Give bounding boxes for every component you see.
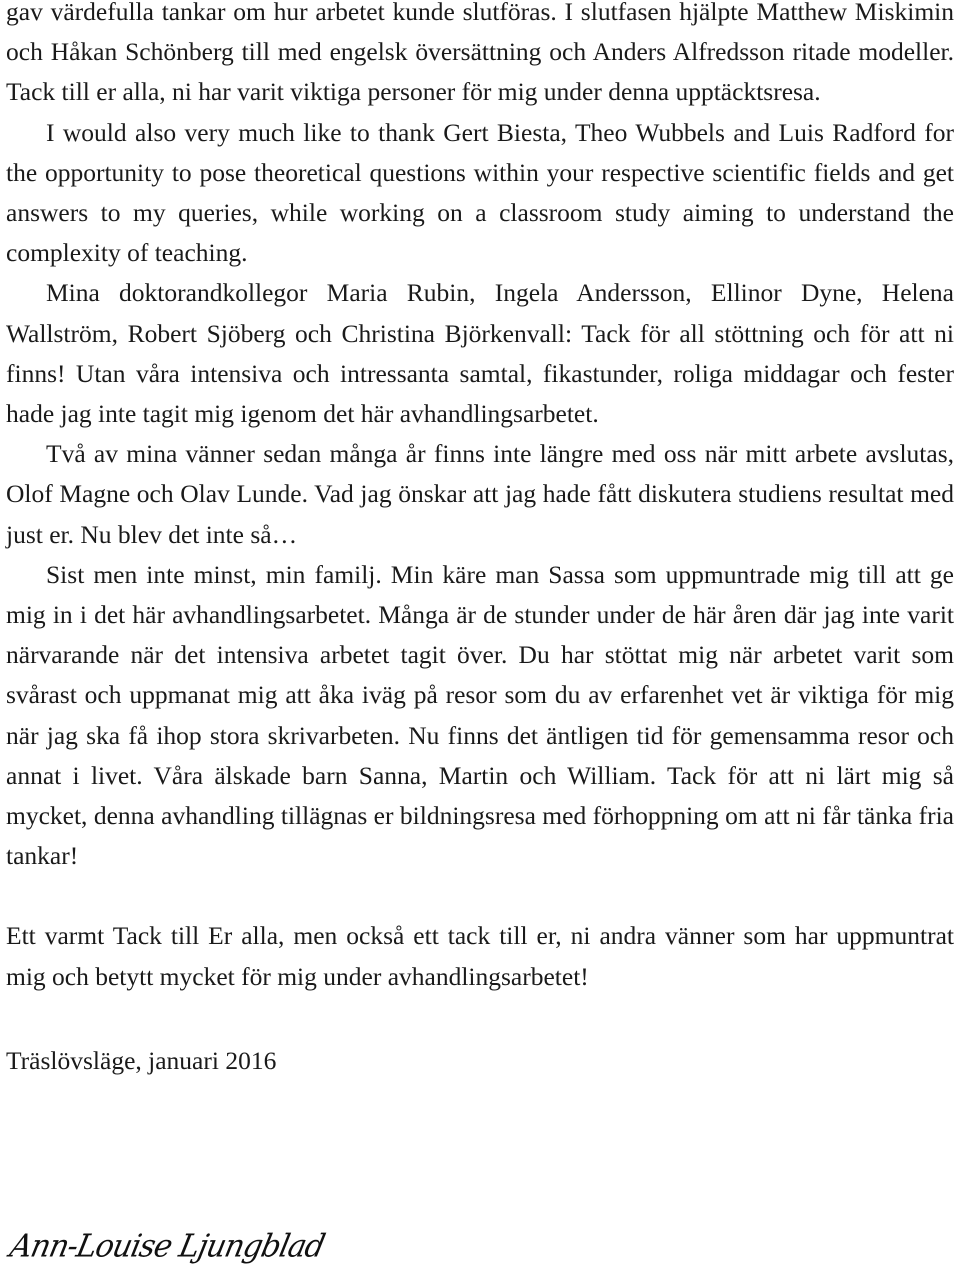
paragraph-family: Sist men inte minst, min familj. Min käre man Sassa som uppmuntrade mig till att ge mig in i det här avhandlingsarbetet. Många är de stunder under de här åren där jag inte varit närvarande när det intensiva arbetet tagit över. Du har stöttat mig när arbetet varit som svårast och uppmanat mig att åka iväg på resor som du av erfarenhet vet är viktiga för mig när jag ska få ihop stora skrivarbeten. Nu finns det äntligen tid för gemensamma resor och annat i livet. Våra älskade barn Sanna, Martin och William. Tack för att ni lärt mig så mycket, denna avhandling tillägnas er bildningsresa med förhoppning om att ni får tänka fria tankar!: [6, 559, 954, 871]
paragraph-english-thanks: I would also very much like to thank Gert Biesta, Theo Wubbels and Luis Radford for the opportunity to pose theoretical questions within your respective scientific fields and get answers to my queries, while working on a classroom study aiming to understand the complexity of teaching.: [6, 117, 954, 268]
signature-text: Ann-Louise Ljungblad: [6, 1228, 328, 1265]
handwritten-signature: [6, 1228, 328, 1278]
closing-thanks: Ett varmt Tack till Er alla, men också ett tack till er, ni andra vänner som har uppmuntrat mig och betytt mycket för mig under avhandlingsarbetet!: [6, 921, 954, 991]
paragraph-friends: Två av mina vänner sedan många år finns inte längre med oss när mitt arbete avslutas, Olof Magne och Olav Lunde. Vad jag önskar att jag hade fått diskutera studiens resultat med just er. Nu blev det inte så…: [6, 439, 954, 549]
paragraph-colleagues: Mina doktorandkollegor Maria Rubin, Ingela Andersson, Ellinor Dyne, Helena Wallström, Robert Sjöberg och Christina Björkenvall: Tack för all stöttning och för att ni finns! Utan våra intensiva och intressanta samtal, fikastunder, roliga middagar och fester hade jag inte tagit mig igenom det här avhandlingsarbetet.: [6, 278, 954, 429]
paragraph-continuation: gav värdefulla tankar om hur arbetet kunde slutföras. I slutfasen hjälpte Matthew Miskimin och Håkan Schönberg till med engelsk översättning och Anders Alfredsson ritade modeller. Tack till er alla, ni har varit viktiga personer för mig under denna upptäcktsresa.: [6, 0, 954, 107]
place-and-date: Träslövsläge, januari 2016: [6, 1045, 277, 1075]
spacer: [6, 876, 954, 916]
acknowledgements-page: [6, 0, 954, 1081]
